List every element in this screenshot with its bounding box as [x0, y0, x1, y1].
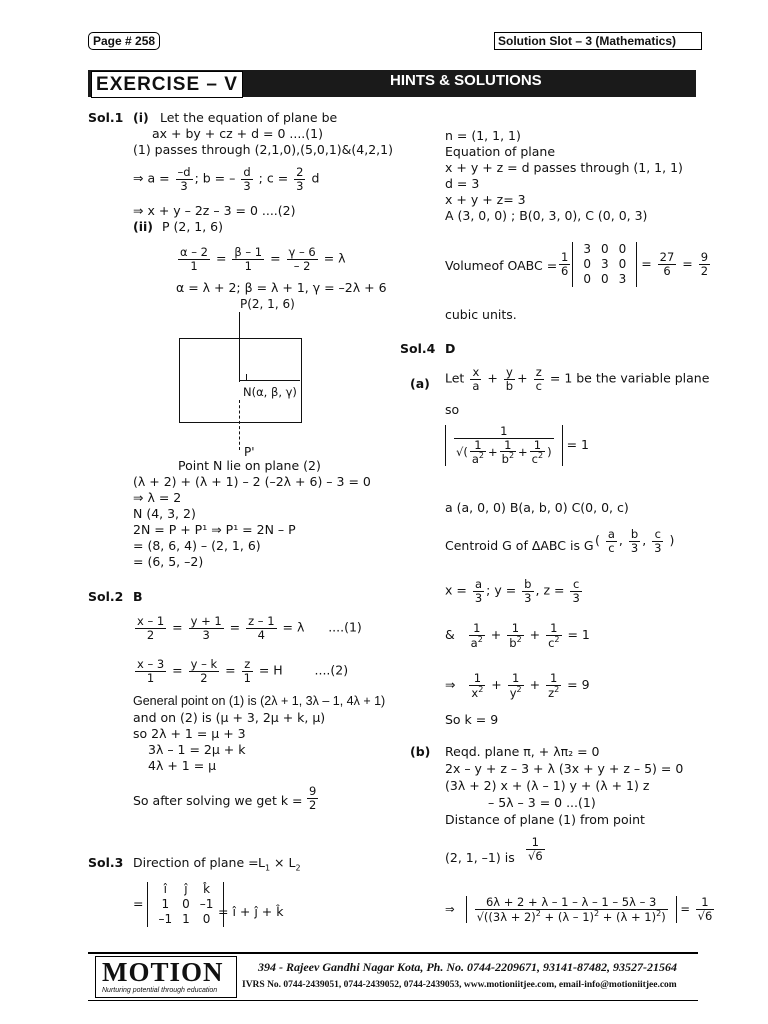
motion-logo — [95, 956, 237, 998]
footer-contact: IVRS No. 0744-2439051, 0744-2439052, 0744-2439053, www.motioniitjee.com, email-info@motioniitjee.com — [242, 980, 677, 990]
right-angle-mark — [240, 374, 247, 381]
sol1-point-p: P (2, 1, 6) — [162, 219, 224, 234]
sol1-line9: (λ + 2) + (λ + 1) – 2 (–2λ + 6) – 3 = 0 — [133, 474, 371, 489]
sol1-part-i: (i) — [133, 110, 149, 125]
sol2-label: Sol.2 — [88, 589, 124, 604]
sol3-determinant: = î ĵ k̂ 1 0 –1 –1 1 0 — [133, 882, 224, 927]
sol2-line4: and on (2) is (μ + 3, 2μ + k, μ) — [133, 710, 326, 725]
plane-line — [240, 380, 300, 381]
sol2-line3: General point on (1) is (2λ + 1, 3λ – 1, 4λ + 1) — [133, 694, 386, 708]
sol4-a-line3: a (a, 0, 0) B(a, b, 0) C(0, 0, c) — [445, 500, 629, 515]
sol4-part-b: (b) — [410, 744, 431, 759]
r-line6: A (3, 0, 0) ; B(0, 3, 0), C (0, 0, 3) — [445, 208, 648, 223]
sol1-line3: (1) passes through (2,1,0),(5,0,1)&(4,2,1) — [133, 142, 393, 157]
logo-tagline: Nurturing potential through education — [102, 987, 218, 994]
sol4-a-distance: 1 √( $\frac{1}{a^2}$ + $\frac{1}{b^2}$ + $\frac{1}{c^2}$ ) = 1 — [445, 425, 589, 466]
sol4-a-line6: & $\frac{1}{a^2}$ + $\frac{1}{b^2}$ + $\frac{1}{c^2}$ = 1 — [445, 621, 590, 650]
sol4-a-line1: Let $\frac{x}{a}$ + $\frac{y}{b}$ + $\frac{z}{c}$ = 1 be the variable plane — [445, 365, 710, 393]
r-line4: d = 3 — [445, 176, 480, 191]
logo-text: MOTION — [102, 957, 224, 987]
sol1-line12: 2N = P + P¹ ⇒ P¹ = 2N – P — [133, 522, 296, 537]
sol4-b-line1: Reqd. plane π, + λπ₂ = 0 — [445, 744, 600, 759]
slot-title: Solution Slot – 3 (Mathematics) — [494, 32, 702, 50]
sol2-k-value: $\frac{9}{2}$ — [309, 784, 317, 812]
page-number: Page # 258 — [88, 32, 160, 50]
sol1-line11: N (4, 3, 2) — [133, 506, 196, 521]
sol4-label: Sol.4 — [400, 341, 436, 356]
sol1-line14: = (6, 5, –2) — [133, 554, 204, 569]
sol1-line7: α = λ + 2; β = λ + 1, γ = –2λ + 6 — [176, 280, 387, 295]
footer-address: 394 - Rajeev Gandhi Nagar Kota, Ph. No. 0744-2209671, 93141-87482, 93527-21564 — [258, 960, 677, 974]
sol4-b-frac: $\frac{1}{√6}$ — [528, 835, 543, 863]
sol4-a-line5: x = $\frac{a}{3}$ ; y = $\frac{b}{3}$ , z = $\frac{c}{3}$ — [445, 577, 580, 605]
sol4-answer: D — [445, 341, 456, 356]
section-title: HINTS & SOLUTIONS — [390, 72, 542, 89]
footer-rule-bottom — [88, 1000, 698, 1001]
sol4-b-final: ⇒ $\frac{6\lambda + 2 + \lambda - 1 - \lambda - 1 - 5\lambda - 3}{√((3\lambda + 2)^2 + (\lambda - 1)^2 + (\lambda + 1)^2)}$ = $\frac{1}{√6}$ — [445, 895, 713, 924]
r-line8: cubic units. — [445, 307, 517, 322]
sol1-line2: ax + by + cz + d = 0 ....(1) — [152, 126, 323, 141]
sol2-answer: B — [133, 589, 143, 604]
sol3-cross: $L_1 \times L_2$ — [258, 855, 301, 873]
sol1-line10: ⇒ λ = 2 — [133, 490, 182, 505]
r-line3: x + y + z = d passes through (1, 1, 1) — [445, 160, 683, 175]
sol2-line5: so 2λ + 1 = μ + 3 — [133, 726, 246, 741]
sol4-a-centroid: ( $\frac{a}{c}$ , $\frac{b}{3}$ , $\frac{c}{3}$ ) — [595, 527, 675, 555]
figure-label-n: N(α, β, γ) — [243, 385, 297, 399]
exercise-title: EXERCISE – V — [91, 71, 243, 98]
sol4-a-line1-tail: = 1 be the variable plane — [549, 370, 710, 386]
sol4-a-so: so — [445, 402, 460, 417]
r-volume-expr: $\frac{1}{6}$ 3 0 0 0 3 0 0 0 3 = $\frac{27}{6}$ = $\frac{9}{2}$ — [561, 242, 709, 286]
sol4-a-line8: So k = 9 — [445, 712, 499, 727]
sol4-part-a: (a) — [410, 376, 430, 391]
r-normal: n = (1, 1, 1) — [445, 128, 521, 143]
sol2-line7: 4λ + 1 = μ — [148, 758, 217, 773]
sol1-part-ii: (ii) — [133, 219, 153, 234]
figure-label-p: P(2, 1, 6) — [240, 297, 295, 311]
sol2-line1: $\frac{x - 1}{2}$ = $\frac{y + 1}{3}$ = $\frac{z - 1}{4}$ = λ ....(1) — [137, 614, 362, 642]
r-volume-label: Volumeof OABC = — [445, 258, 558, 273]
sol1-line8: Point N lie on plane (2) — [178, 458, 321, 473]
sol3-line1: Direction of plane = — [133, 855, 259, 870]
sol1-line6: $\frac{\alpha - 2}{1}$ = $\frac{\beta - 1}{1}$ = $\frac{\gamma - 6}{- 2}$ = λ — [180, 245, 346, 273]
sol1-line13: = (8, 6, 4) – (2, 1, 6) — [133, 538, 261, 553]
sol4-b-line3: (3λ + 2) x + (λ – 1) y + (λ + 1) z — [445, 778, 650, 793]
sol2-line8: So after solving we get k = — [133, 793, 303, 808]
sol4-b-line4: – 5λ – 3 = 0 ...(1) — [488, 795, 596, 810]
sol3-result: = î + ĵ + k̂ — [218, 904, 284, 919]
sol4-a-line7: ⇒ $\frac{1}{x^2}$ + $\frac{1}{y^2}$ + $\frac{1}{z^2}$ = 9 — [445, 671, 590, 700]
footer-rule — [88, 952, 698, 954]
sol1-line4: ⇒ a = $\frac{-d}{3}$ ; b = – $\frac{d}{3}$ ; c = $\frac{2}{3}$ d — [133, 165, 320, 193]
sol4-a-line4: Centroid G of ΔABC is G — [445, 538, 594, 553]
dashed-line — [239, 400, 240, 450]
sol1-line1: Let the equation of plane be — [160, 110, 338, 125]
sol3-label: Sol.3 — [88, 855, 124, 870]
sol4-b-line2: 2x – y + z – 3 + λ (3x + y + z – 5) = 0 — [445, 761, 684, 776]
sol1-label: Sol.1 — [88, 110, 124, 125]
sol2-line2: $\frac{x - 3}{1}$ = $\frac{y - k}{2}$ = $\frac{z}{1}$ = H ....(2) — [137, 657, 349, 685]
sol1-line5: ⇒ x + y – 2z – 3 = 0 ....(2) — [133, 203, 296, 218]
r-line5: x + y + z= 3 — [445, 192, 526, 207]
r-line2: Equation of plane — [445, 144, 556, 159]
sol2-line6: 3λ – 1 = 2μ + k — [148, 742, 246, 757]
sol4-b-line5: Distance of plane (1) from point — [445, 812, 645, 827]
sol4-b-line6: (2, 1, –1) is — [445, 850, 515, 865]
figure-label-p-prime: P' — [244, 445, 255, 459]
